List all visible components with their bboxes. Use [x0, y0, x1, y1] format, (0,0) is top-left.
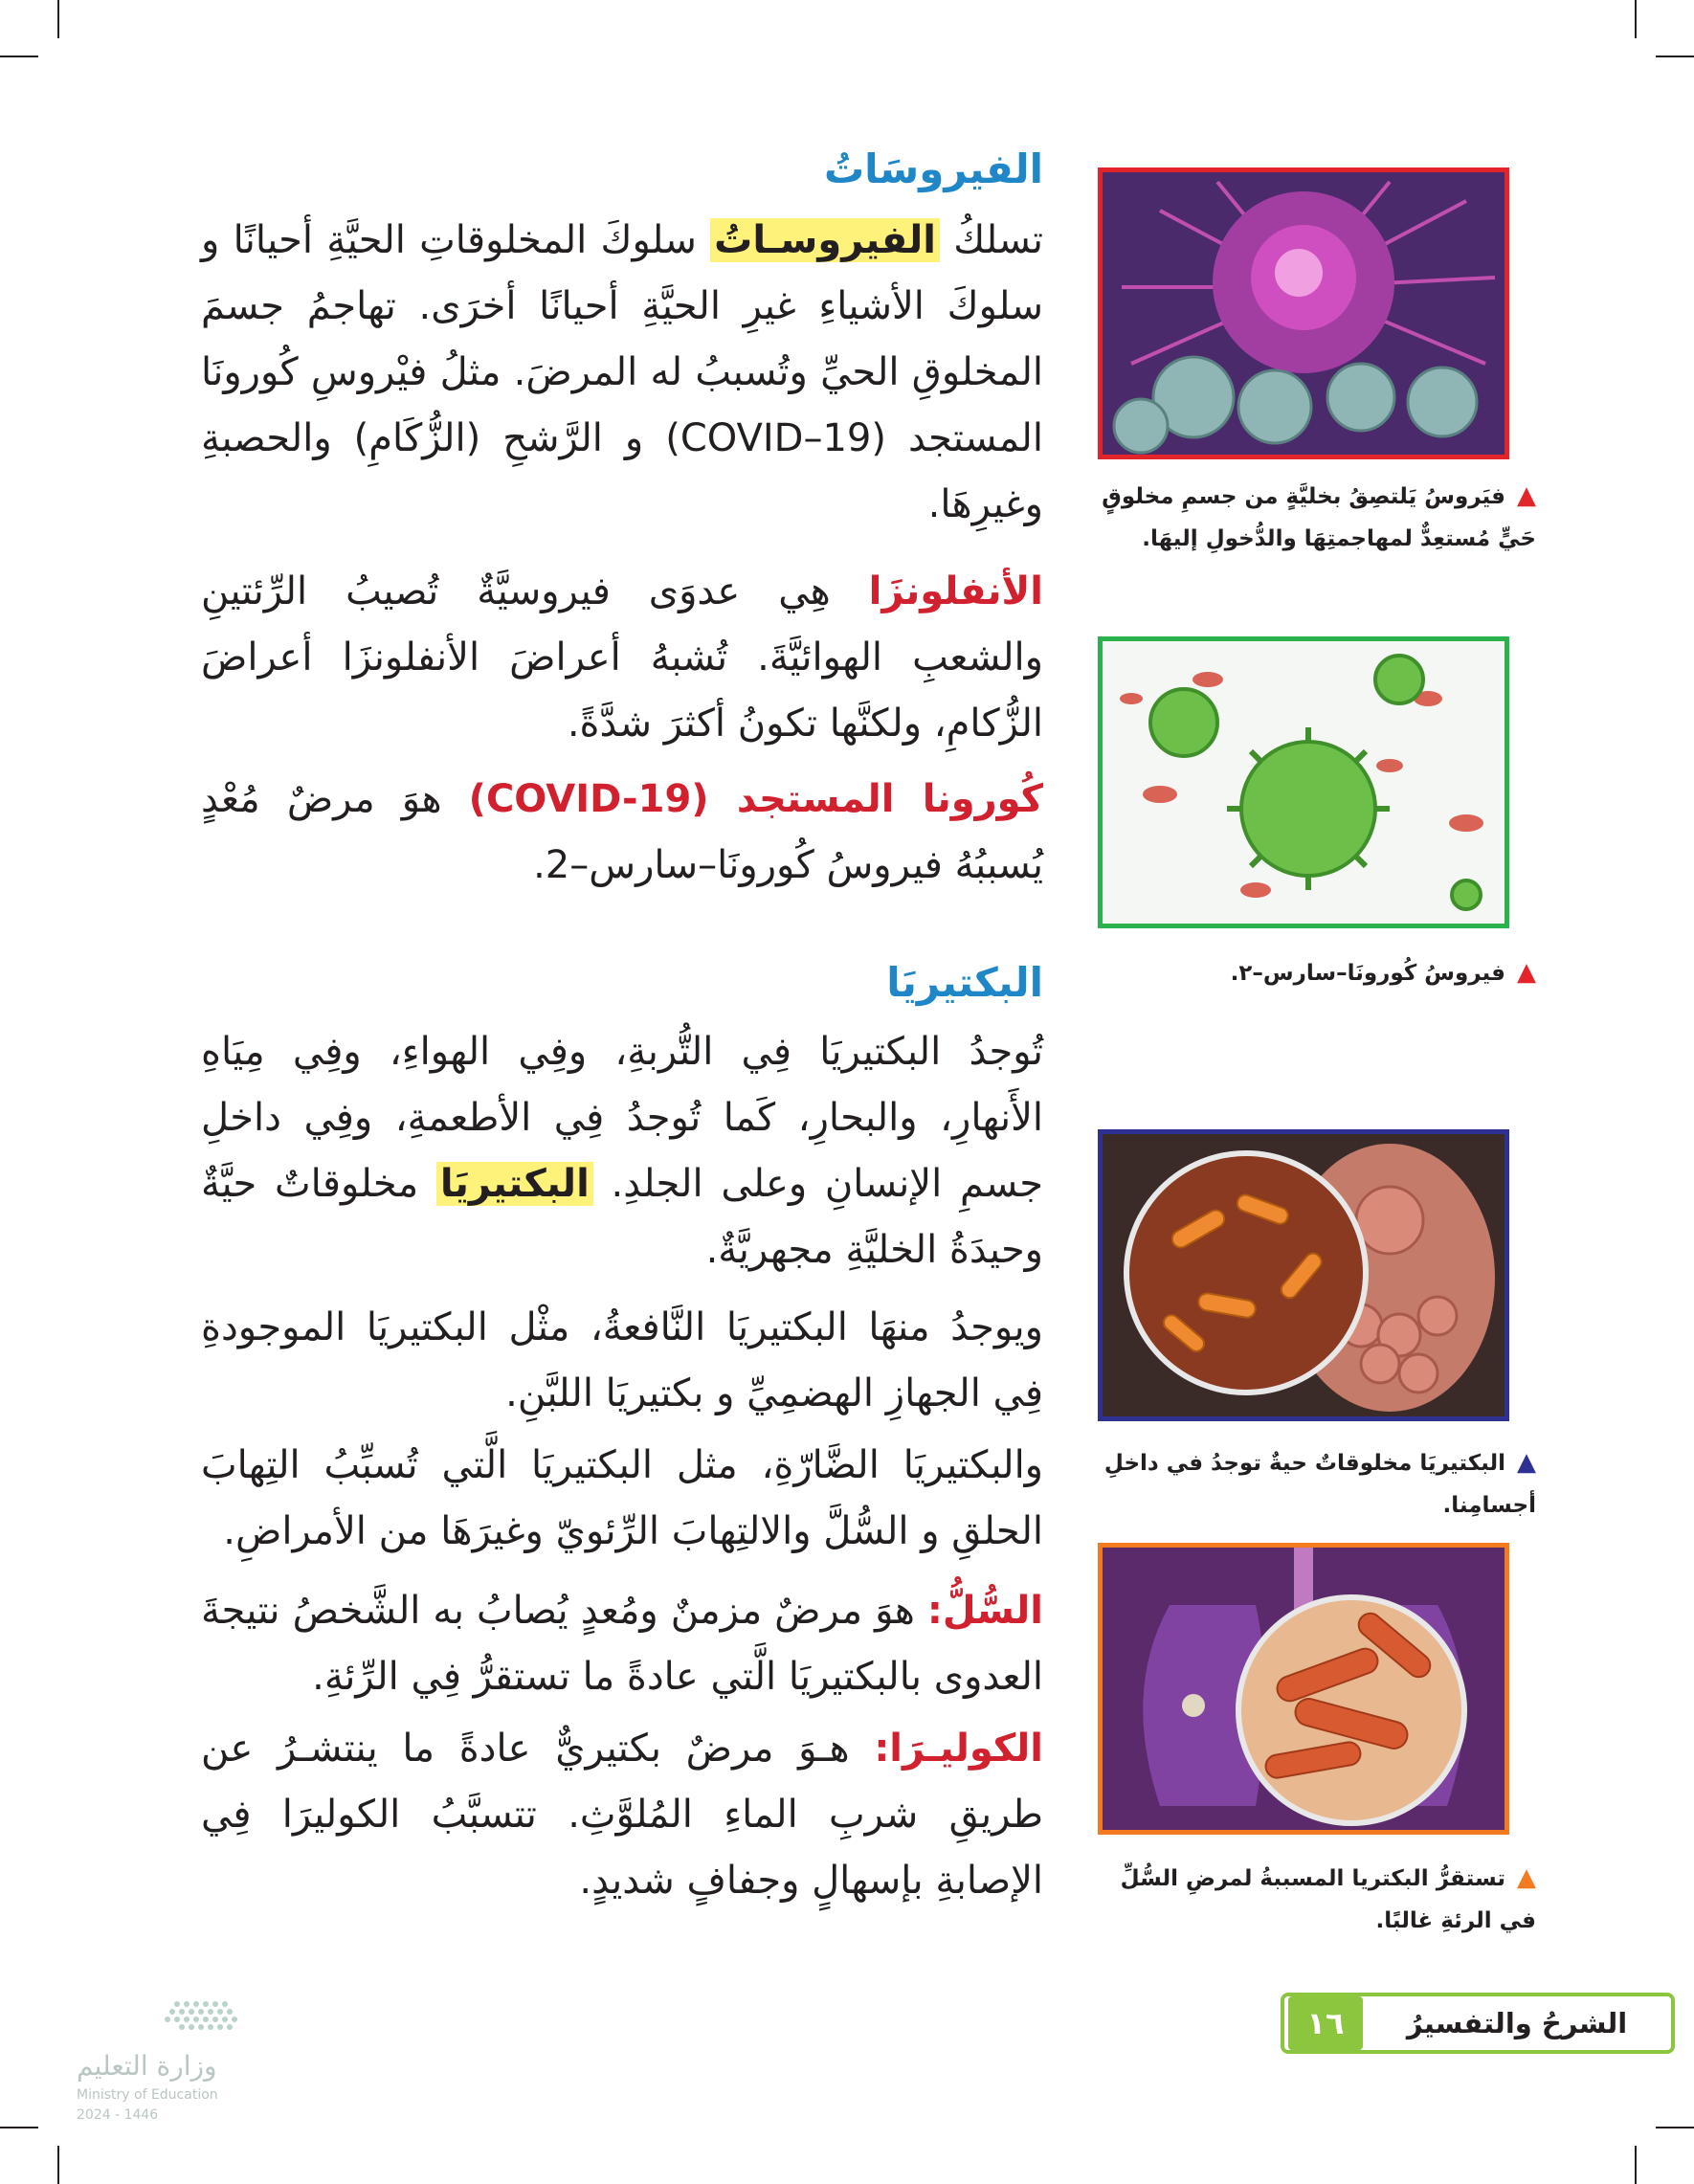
ministry-name-english: Ministry of Education [77, 2087, 218, 2103]
caption-text: البكتيريَا مخلوقاتٌ حيةٌ توجدُ في داخلِ أجسامِنا. [1103, 1451, 1536, 1518]
influenza-paragraph [201, 559, 1043, 757]
text-run: مخلوقاتٌ حيَّةٌ وحيدَةُ الخليَّةِ مجهريَّةٌ. [201, 1161, 1043, 1272]
ministry-name-arabic: وزارة التعليم [77, 2050, 217, 2082]
virus-cell-image [1098, 167, 1509, 459]
crop-mark [1656, 2127, 1694, 2128]
term-covid: كُورونا المستجد (COVID-19) [468, 776, 1043, 821]
section-heading-bacteria: البكتيريَا [886, 959, 1043, 1006]
ministry-year: 2024 - 1446 [77, 2107, 159, 2123]
term-cholera: الكوليـرَا: [874, 1726, 1043, 1771]
coronavirus-image [1098, 636, 1509, 928]
crop-mark [1635, 2146, 1637, 2184]
caption-virus-cell [1091, 475, 1536, 560]
text-run: هوَ مرضٌ مُعْدٍ يُسببُهُ فيروسُ كُورونَا–سارس–2. [201, 776, 1043, 887]
section-heading-viruses: الفيروسَاتُ [823, 145, 1043, 192]
triangle-orange-icon: ▲ [1517, 1863, 1536, 1892]
caption-tb-lungs [1091, 1857, 1536, 1942]
caption-gut-bacteria [1091, 1441, 1536, 1527]
term-tuberculosis: السُّلُّ: [926, 1588, 1043, 1633]
triangle-red-icon: ▲ [1517, 958, 1536, 987]
triangle-blue-icon: ▲ [1517, 1448, 1536, 1477]
covid-paragraph [201, 767, 1043, 899]
bacteria-paragraph [201, 1019, 1043, 1283]
ministry-logo-icon [77, 1991, 325, 2039]
text-run: سلوكَ المخلوقاتِ الحيَّةِ أحيانًا و سلوكَ الأشياءِ غيرِ الحيَّةِ أحيانًا أخرَى. تهاجمُ جسمَ المخلوقِ الحيِّ وتُسببُ له المرضَ. مثلُ فيْروسِ كُورونَا المستجد (COVID–19) و الرَّشحِ (الزُّكَامِ) والحصبةِ وغيرِهَا. [201, 217, 1043, 526]
triangle-red-icon: ▲ [1517, 481, 1536, 510]
crop-mark [0, 56, 38, 57]
crop-mark [57, 0, 59, 38]
harmful-bacteria-paragraph: والبكتيريَا الضَّارّةِ، مثل البكتيريَا الَّتي تُسبِّبُ التِهابَ الحلقِ و السُّلَّ والالتِهابَ الرِّئويّ وغيرَهَا من الأمراضِ. [201, 1442, 1043, 1553]
text-run: تسلكُ [939, 217, 1044, 262]
page-footer-tab [1281, 1993, 1675, 2054]
beneficial-bacteria-paragraph: ويوجدُ منهَا البكتيريَا النَّافعةُ، مثْل البكتيريَا الموجودةِ فِي الجهازِ الهضمِيِّ و بكتيريَا اللبَّنِ. [201, 1304, 1043, 1415]
text-run: هِي عدوَى فيروسيَّةٌ تُصيبُ الرِّئتينِ والشعبِ الهوائيَّةَ. تُشبهُ أعراضَ الأنفلونزَا أعراضَ الزُّكامِ، ولكنَّها تكونُ أكثرَ شدَّةً. [201, 568, 1043, 746]
caption-text: فيَروسُ يَلتصِقُ بخليَّةٍ من جسمِ مخلوقٍ حَيٍّ مُستعِدٌّ لمهاجمتِهَا والدُّخولِ إليهَا. [1102, 484, 1536, 551]
caption-text: تستقرُّ البكتريا المسببةُ لمرضِ السُّلِّ في الرئةِ غالبًا. [1120, 1866, 1536, 1933]
footer-section-label: الشرحُ والتفسيرُ [1406, 2007, 1628, 2039]
viruses-section [201, 144, 1043, 899]
tb-lungs-image [1098, 1543, 1509, 1835]
viruses-paragraph [201, 208, 1043, 538]
ministry-logo [77, 1991, 335, 2125]
text-run: هوَ مرضٌ مزمنٌ ومُعدٍ يُصابُ به الشَّخصُ نتيجةَ العدوى بالبكتيريَا الَّتي عادةً ما تستقرُّ فِي الرِّئةِ. [201, 1588, 1043, 1699]
caption-coronavirus [1091, 951, 1536, 994]
highlighted-term: البكتيريَا [436, 1162, 593, 1206]
text-run: تُوجدُ البكتيريَا فِي التُّربةِ، وفِي الهواءِ، وفِي مِيَاهِ الأَنهارِ، والبحارِ، كَما تُوجدُ فِي الأطعمةِ، وفِي داخلِ جسمِ الإنسانِ وعلى الجلدِ. [201, 1029, 1043, 1206]
gut-bacteria-image [1098, 1129, 1509, 1421]
crop-mark [57, 2146, 59, 2184]
crop-mark [1656, 56, 1694, 57]
highlighted-term: الفيروسـاتُ [710, 218, 940, 262]
page-number: ١٦ [1288, 1996, 1363, 2050]
text-run: هـوَ مرضٌ بكتيريٌّ عادةً ما ينتشـرُ عن طريقِ شربِ الماءِ المُلوَّثِ. تتسبَّبُ الكوليرَا فِي الإصابةِ بإسهالٍ وجفافٍ شديدٍ. [201, 1726, 1043, 1903]
bacteria-section [201, 957, 1043, 1914]
term-influenza: الأنفلونزَا [868, 568, 1043, 613]
crop-mark [0, 2127, 38, 2128]
cholera-paragraph [201, 1716, 1043, 1914]
crop-mark [1635, 0, 1637, 38]
tb-paragraph [201, 1578, 1043, 1710]
caption-text: فيروسُ كُورونَا–سارس–٢. [1230, 961, 1505, 986]
